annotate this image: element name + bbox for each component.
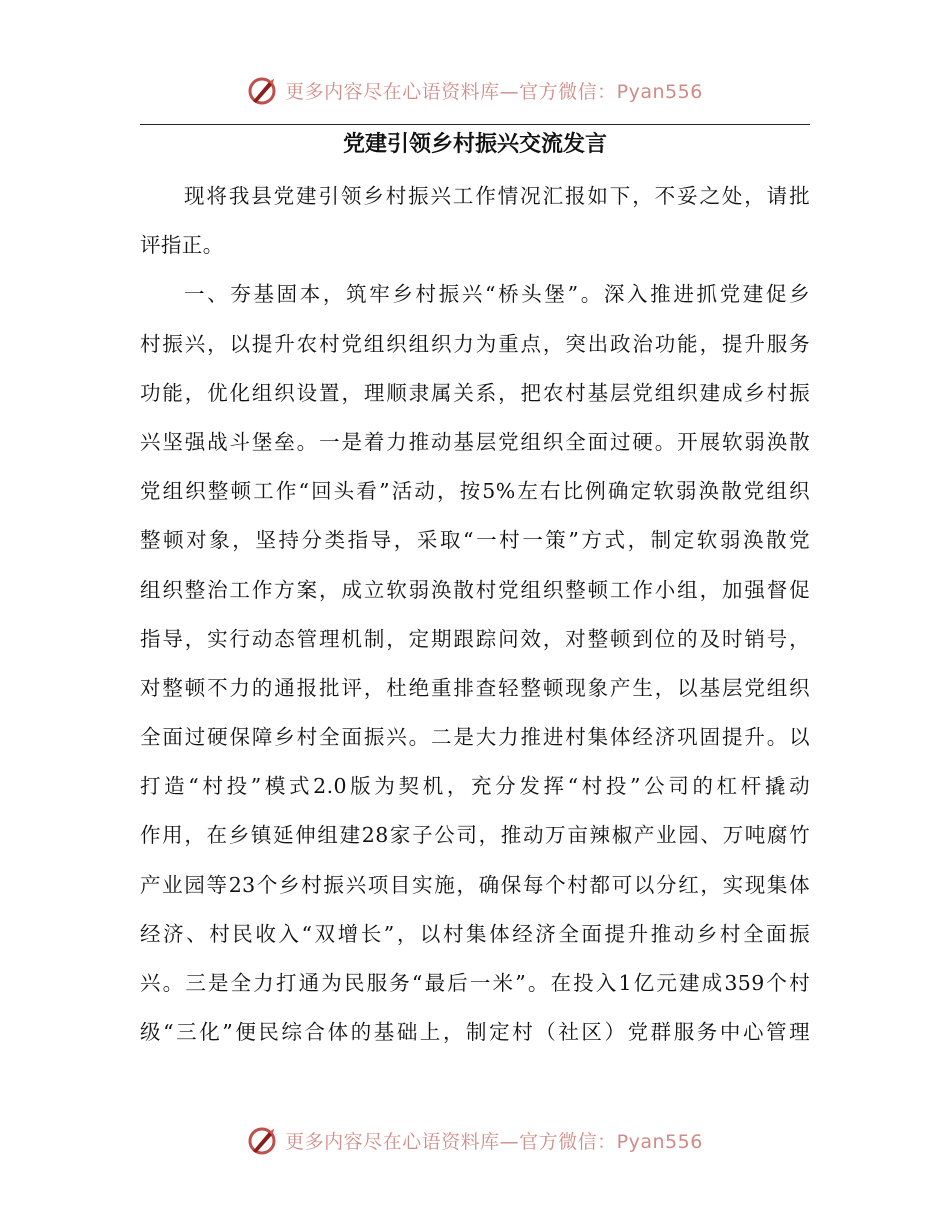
text-line: 全面过硬保障乡村全面振兴。二是大力推进村集体经济巩固提升。以	[140, 725, 810, 750]
text-line: 现将我县党建引领乡村振兴工作情况汇报如下，不妥之处，请批	[184, 184, 810, 208]
text-line: 整顿对象，坚持分类指导，采取“一村一策”方式，制定软弱涣散党	[140, 528, 810, 553]
text-line: 村振兴，以提升农村党组织组织力为重点，突出政治功能，提升服务	[140, 331, 810, 356]
text-line: 产业园等23个乡村振兴项目实施，确保每个村都可以分红，实现集体	[140, 872, 810, 897]
text-line: 兴。三是全力打通为民服务“最后一米”。在投入1亿元建成359个村	[140, 971, 810, 995]
text-line: 兴坚强战斗堡垒。一是着力推动基层党组织全面过硬。开展软弱涣散	[140, 429, 810, 454]
text-line: 打造“村投”模式2.0版为契机，充分发挥“村投”公司的杠杆撬动	[140, 774, 810, 799]
text-line: 经济、村民收入“双增长”，以村集体经济全面提升推动乡村全面振	[140, 921, 810, 946]
text-line: 级“三化”便民综合体的基础上，制定村（社区）党群服务中心管理	[140, 1020, 810, 1045]
text-line: 作用，在乡镇延伸组建28家子公司，推动万亩辣椒产业园、万吨腐竹	[140, 823, 810, 848]
document-body	[140, 176, 810, 1061]
text-line: 评指正。	[140, 233, 224, 258]
header-divider	[140, 124, 810, 125]
text-line: 对整顿不力的通报批评，杜绝重排查轻整顿现象产生，以基层党组织	[140, 675, 810, 700]
header-watermark-text: 更多内容尽在心语资料库—官方微信：Pyan556	[285, 80, 703, 103]
pen-circle-logo-icon	[247, 74, 279, 106]
header-watermark	[0, 70, 950, 110]
pen-circle-logo-icon	[247, 1124, 279, 1156]
text-line: 一、夯基固本，筑牢乡村振兴“桥头堡”。深入推进抓党建促乡	[184, 282, 810, 307]
page-title: 党建引领乡村振兴交流发言	[342, 132, 607, 157]
footer-watermark	[0, 1120, 950, 1160]
footer-watermark-text: 更多内容尽在心语资料库—官方微信：Pyan556	[285, 1130, 703, 1153]
text-line: 党组织整顿工作“回头看”活动，按5%左右比例确定软弱涣散党组织	[140, 479, 810, 504]
text-line: 指导，实行动态管理机制，定期跟踪问效，对整顿到位的及时销号，	[140, 626, 810, 651]
text-line: 功能，优化组织设置，理顺隶属关系，把农村基层党组织建成乡村振	[140, 380, 810, 405]
text-line: 组织整治工作方案，成立软弱涣散村党组织整顿工作小组，加强督促	[140, 577, 810, 602]
